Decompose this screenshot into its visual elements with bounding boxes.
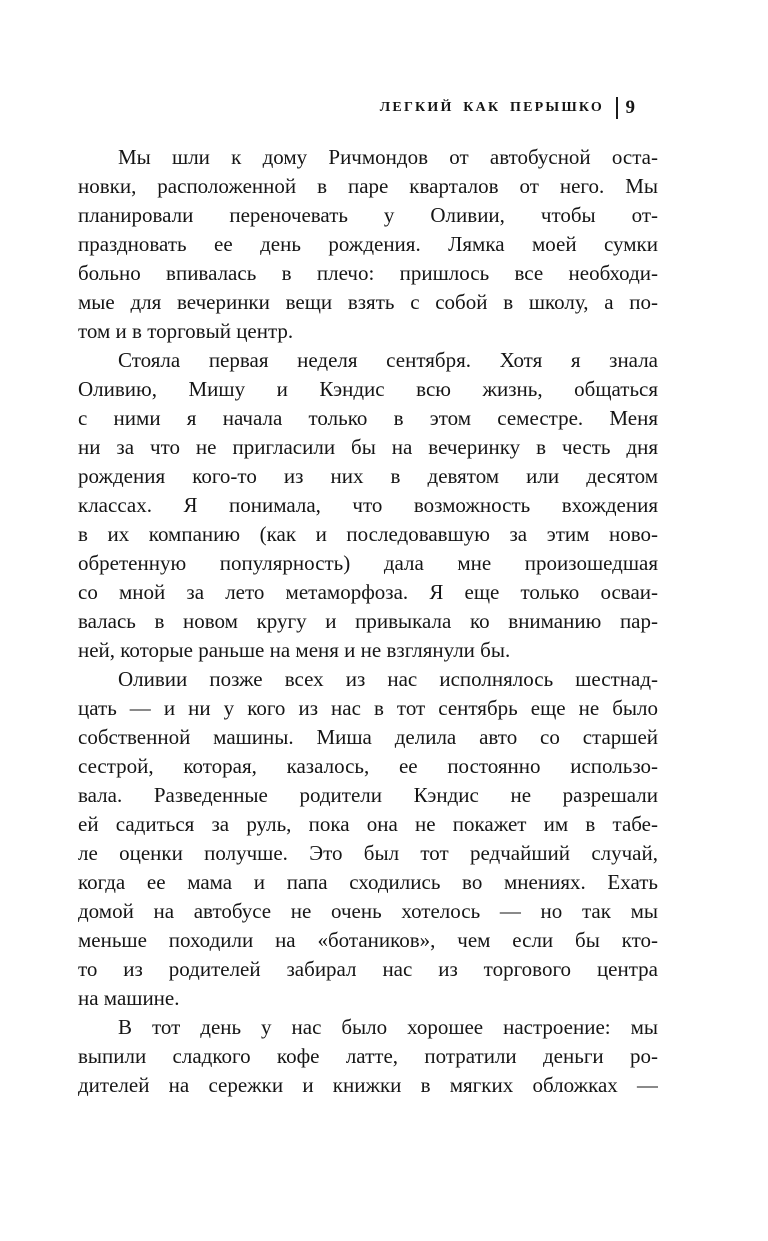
text-line: том и в торговый центр.	[78, 319, 294, 343]
text-line: Мы шли к дому Ричмондов от автобусной оста-	[118, 145, 658, 169]
text-line: мые для вечеринки вещи взять с собой в школу, а по-	[78, 290, 658, 314]
text-line: меньше походили на «ботаников», чем если бы кто-	[78, 928, 658, 952]
text-line: то из родителей забирал нас из торгового центра	[78, 957, 658, 981]
text-line: планировали переночевать у Оливии, чтобы от-	[78, 203, 658, 227]
text-line: со мной за лето метаморфоза. Я еще только осваи-	[78, 580, 658, 604]
text-line: вала. Разведенные родители Кэндис не разрешали	[78, 783, 658, 807]
page-number: 9	[625, 97, 635, 118]
text-line: выпили сладкого кофе латте, потратили деньги ро-	[78, 1044, 658, 1068]
page-body	[78, 143, 658, 1100]
running-title: ЛЕГКИЙ КАК ПЕРЫШКО	[379, 100, 604, 115]
text-line: ей садиться за руль, пока она не покажет им в табе-	[78, 812, 658, 836]
text-line: сестрой, которая, казалось, ее постоянно использо-	[78, 754, 658, 778]
text-line: собственной машины. Миша делила авто со старшей	[78, 725, 658, 749]
paragraph	[78, 143, 658, 346]
text-line: с ними я начала только в этом семестре. Меня	[78, 406, 658, 430]
text-line: В тот день у нас было хорошее настроение: мы	[118, 1015, 658, 1039]
text-line: валась в новом кругу и привыкала ко вниманию пар-	[78, 609, 658, 633]
text-line: ни за что не пригласили бы на вечеринку в честь дня	[78, 435, 658, 459]
running-header	[380, 95, 635, 121]
header-divider	[616, 97, 618, 119]
text-line: в их компанию (как и последовавшую за этим ново-	[78, 522, 658, 546]
text-line: Оливию, Мишу и Кэндис всю жизнь, общаться	[78, 377, 658, 401]
text-line: Стояла первая неделя сентября. Хотя я знала	[118, 348, 658, 372]
paragraph	[78, 1013, 658, 1100]
text-line: ней, которые раньше на меня и не взглянули бы.	[78, 638, 511, 662]
text-line: праздновать ее день рождения. Лямка моей сумки	[78, 232, 658, 256]
text-line: цать — и ни у кого из нас в тот сентябрь еще не было	[78, 696, 658, 720]
text-line: новки, расположенной в паре кварталов от него. Мы	[78, 174, 658, 198]
text-line: больно впивалась в плечо: пришлось все необходи-	[78, 261, 658, 285]
text-line: Оливии позже всех из нас исполнялось шестнад-	[118, 667, 658, 691]
text-line: на машине.	[78, 986, 180, 1010]
text-line: дителей на сережки и книжки в мягких обложках —	[78, 1073, 658, 1097]
text-line: ле оценки получше. Это был тот редчайший случай,	[78, 841, 658, 865]
text-line: классах. Я понимала, что возможность вхождения	[78, 493, 658, 517]
text-line: обретенную популярность) дала мне произошедшая	[78, 551, 658, 575]
paragraph	[78, 665, 658, 1013]
text-line: рождения кого-то из них в девятом или десятом	[78, 464, 658, 488]
text-line: когда ее мама и папа сходились во мнениях. Ехать	[78, 870, 658, 894]
paragraph	[78, 346, 658, 665]
text-line: домой на автобусе не очень хотелось — но так мы	[78, 899, 658, 923]
